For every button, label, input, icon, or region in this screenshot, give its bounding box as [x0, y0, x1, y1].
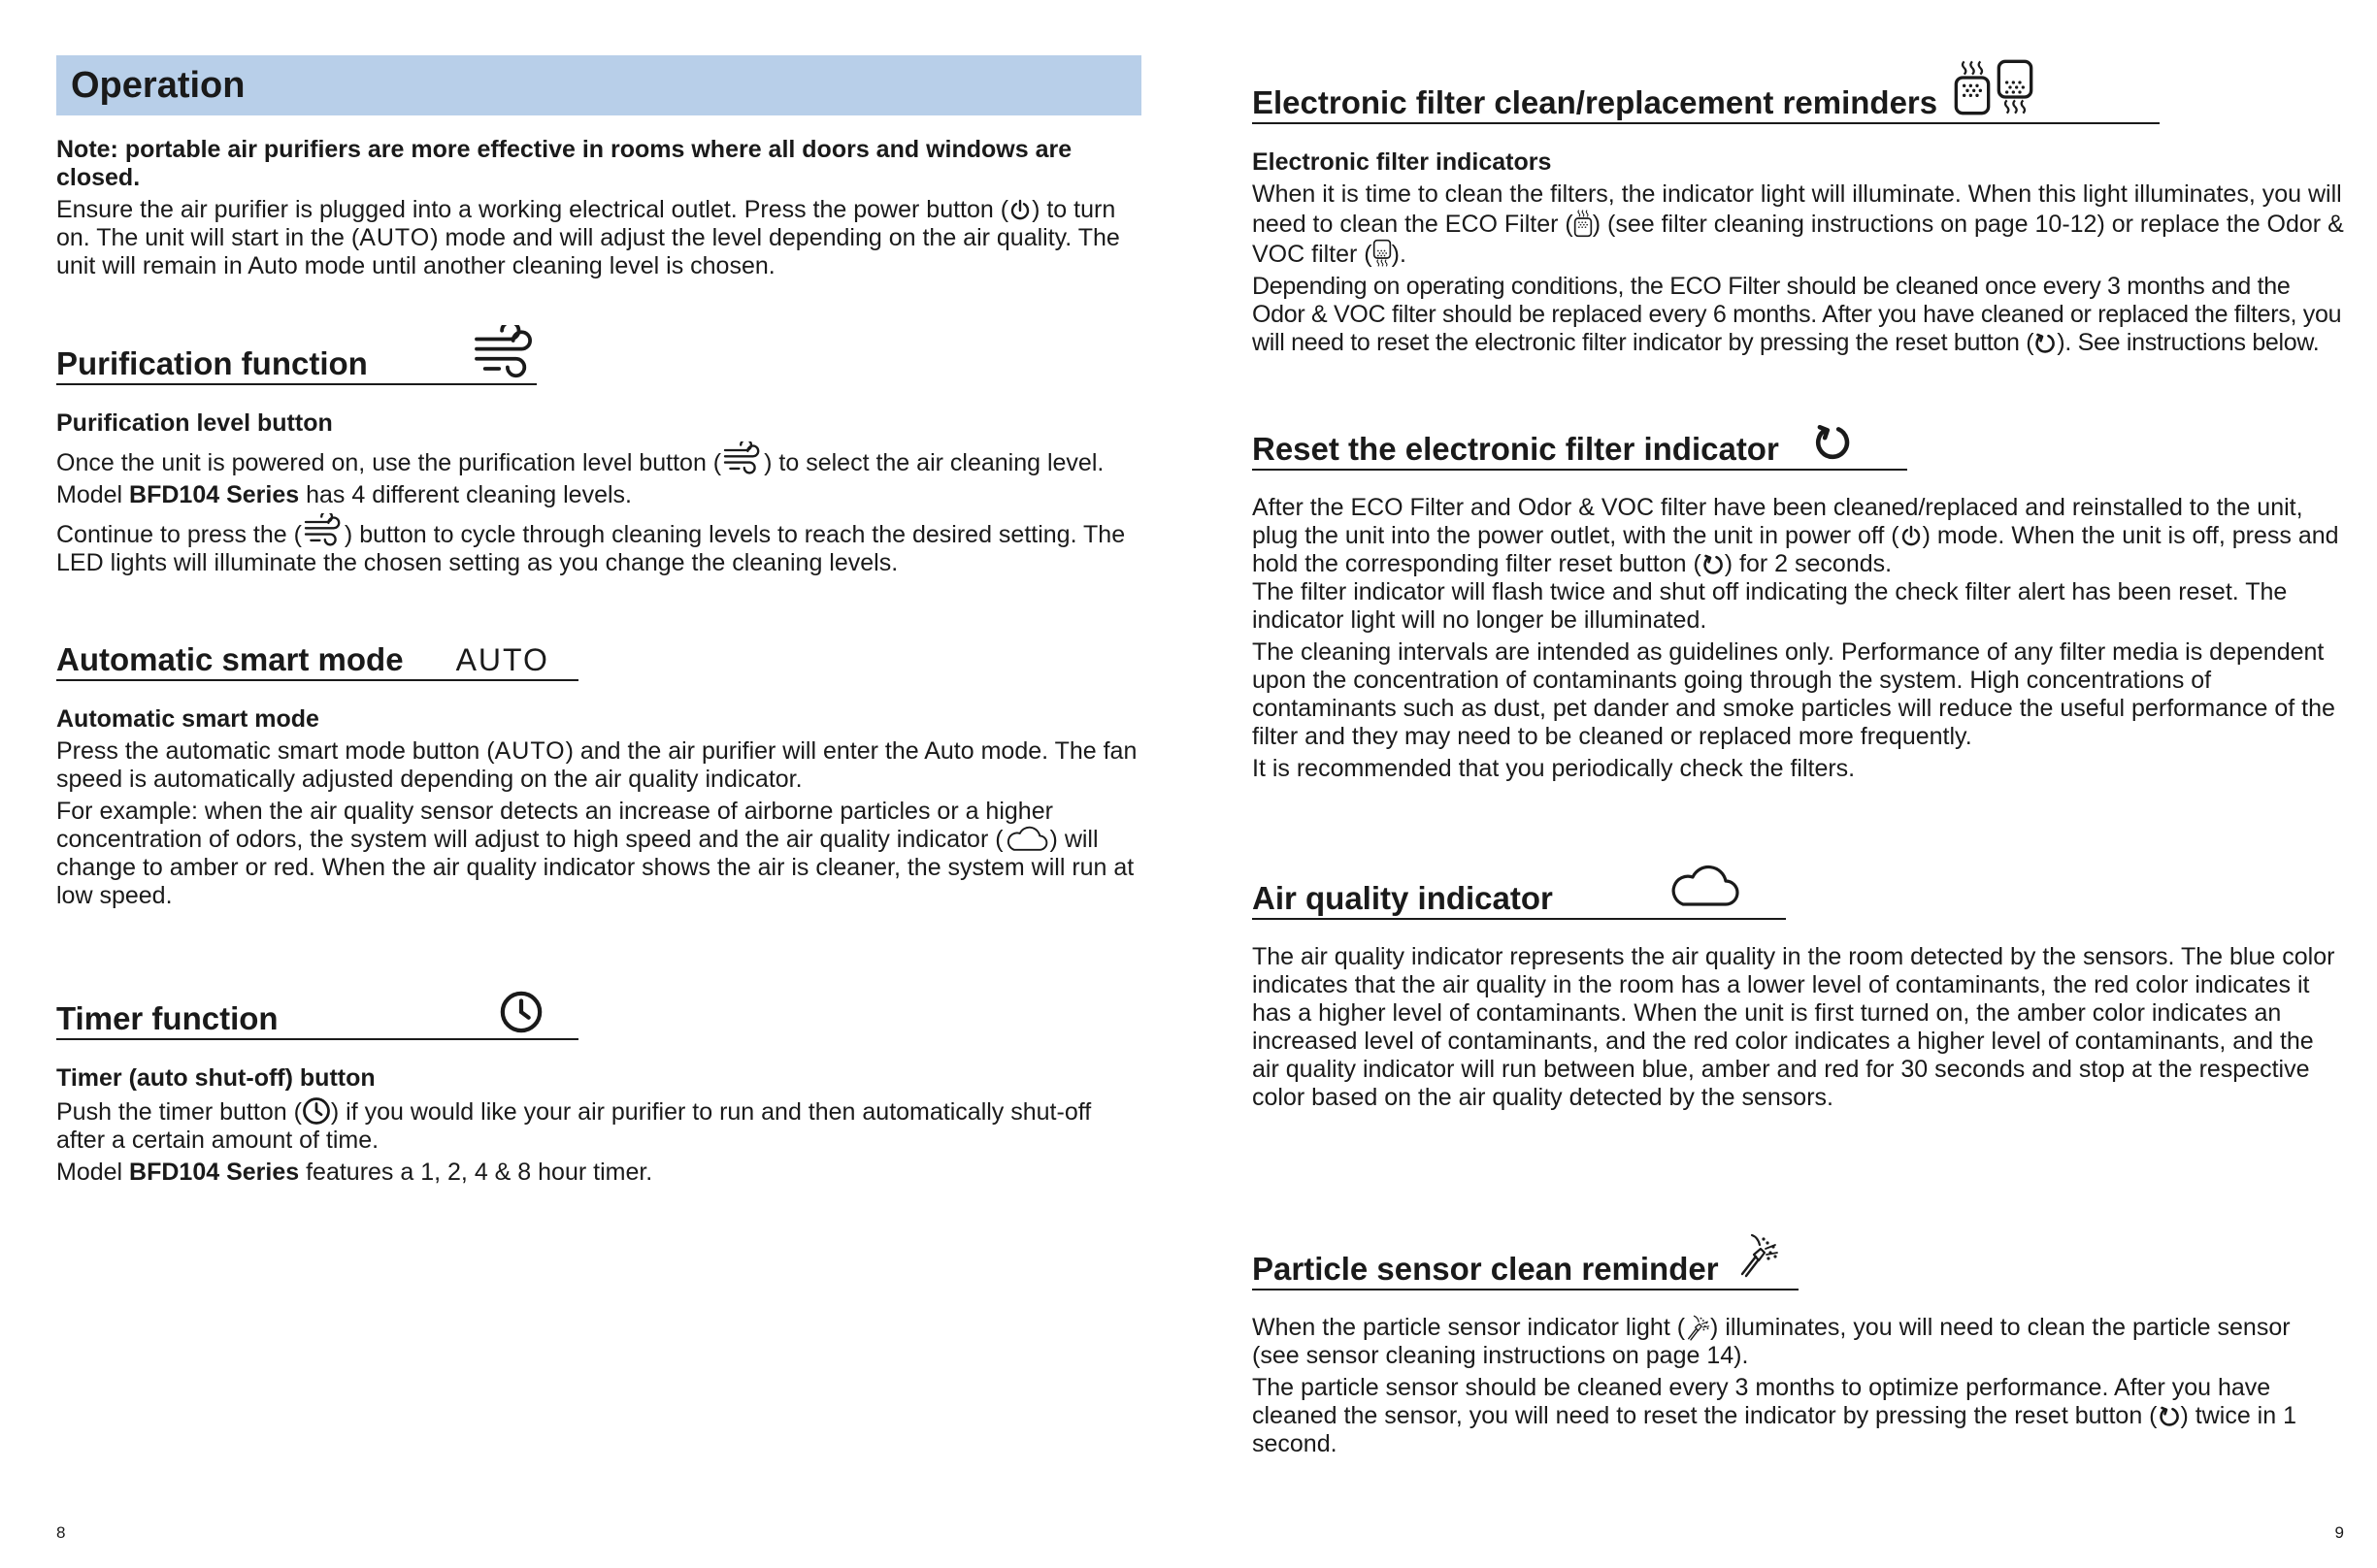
cloud-icon: [1666, 864, 1743, 910]
air-quality-heading: Air quality indicator: [1252, 880, 1553, 916]
purification-p1: [56, 441, 1141, 477]
model-name: BFD104 Series: [129, 1159, 300, 1186]
auto-mode-heading: Automatic smart mode: [56, 641, 404, 677]
wind-icon: [302, 513, 345, 548]
wind-icon: [473, 325, 537, 381]
filter-reminders-heading-row: [1252, 56, 2160, 124]
air-quality-p1: The air quality indicator represents the air quality in the room detected by the sensors. The blue color indicates that the air quality in the room has a lower level of contaminants, the red color indicates it has a higher level of contaminants. When the unit is first turned on, the amber color indicates an increased level of contaminants, and the red color indicates a higher level of contaminants, and the air quality indicator will run between blue, amber and red for 30 seconds and stop at the respective color based on the air quality detected by the sensors.: [1252, 943, 2335, 1111]
particle-p2: [1252, 1374, 2344, 1458]
clock-icon: [302, 1096, 331, 1126]
particle-sensor-icon: [1685, 1314, 1710, 1341]
auto-word: AUTO: [494, 737, 566, 765]
auto-mode-p2: [56, 798, 1141, 910]
purification-heading: Purification function: [56, 345, 368, 381]
reset-section: [1252, 422, 2344, 783]
air-quality-section: [1252, 864, 2344, 1112]
filter-reminders-p2: [1252, 273, 2344, 357]
reset-p1-b: ) mode. When the unit is off, press and hold the corresponding filter reset button (: [1252, 522, 2339, 577]
auto-mode-p1-b: ) and the air purifier will enter the Auto mode. The fan speed is automatically adjusted depending on the air quality indicator.: [56, 737, 1138, 793]
eco-filter-icon: [1953, 56, 1992, 118]
filter-reminders-p2-a: Depending on operating conditions, the ECO Filter should be cleaned once every 3 months and the Odor & VOC filter should be replaced every 6 months. After you have cleaned or replaced the filters, you will need to reset the electronic filter indicator by pressing the reset button (: [1252, 273, 2342, 356]
particle-heading-row: [1252, 1225, 1799, 1290]
reset-p4: It is recommended that you periodically check the filters.: [1252, 755, 1856, 782]
filter-reminders-heading: Electronic filter clean/replacement reminders: [1252, 84, 1938, 120]
cloud-icon: [1004, 826, 1050, 853]
particle-section: [1252, 1225, 2344, 1458]
timer-p2: [56, 1159, 1141, 1187]
purification-p1-a: Once the unit is powered on, use the purification level button (: [56, 449, 722, 476]
purification-p3-b: ) button to cycle through cleaning levels to reach the desired setting. The LED lights will illuminate the chosen setting as you change the cleaning levels.: [56, 521, 1126, 576]
reset-p2: The filter indicator will flash twice and shut off indicating the check filter alert has been reset. The indicator light will no longer be illuminated.: [1252, 578, 2288, 634]
purification-p1-b: ) to select the air cleaning level.: [764, 449, 1105, 476]
power-icon: [1899, 524, 1923, 549]
timer-heading-row: [56, 990, 578, 1040]
purification-p3: [56, 513, 1141, 577]
filter-reminders-p1-b: ) (see filter cleaning instructions on page 10-12) or replace the Odor & VOC filter (: [1252, 211, 2344, 268]
banner-title: Operation: [71, 64, 246, 106]
air-quality-heading-row: [1252, 864, 1786, 920]
reset-heading: Reset the electronic filter indicator: [1252, 431, 1779, 467]
timer-p1-b: ) if you would like your air purifier to run and then automatically shut-off after a certain amount of time.: [56, 1098, 1092, 1154]
power-icon: [1008, 198, 1032, 223]
timer-p1: [56, 1096, 1141, 1155]
page-number-right: 9: [2334, 1523, 2344, 1542]
purification-p2-b: has 4 different cleaning levels.: [299, 481, 632, 508]
particle-sensor-icon: [1736, 1225, 1779, 1285]
filter-reminders-p2-b: ). See instructions below.: [2057, 329, 2320, 356]
operation-banner: [56, 55, 1141, 115]
right-page: [1252, 0, 2344, 1568]
particle-p1-b: ) illuminates, you will need to clean the particle sensor (see sensor cleaning instructions on page 14).: [1252, 1314, 2291, 1369]
timer-p1-a: Push the timer button (: [56, 1098, 302, 1126]
left-page: [56, 0, 1143, 1568]
intro-section: [56, 136, 1141, 280]
filter-reminders-section: [1252, 56, 2344, 357]
reset-p1-a: After the ECO Filter and Odor & VOC filter have been cleaned/replaced and reinstalled to the unit, plug the unit into the power outlet, with the unit in power off (: [1252, 494, 2303, 549]
particle-p2-b: ) twice in 1 second.: [1252, 1402, 2296, 1457]
intro-text-c: ) mode and will adjust the level depending on the air quality. The unit will remain in Auto mode until another cleaning level is chosen.: [56, 224, 1120, 279]
purification-p2: [56, 481, 1141, 509]
auto-mode-p1-a: Press the automatic smart mode button (: [56, 737, 495, 765]
voc-filter-icon: [1372, 239, 1392, 268]
reset-heading-row: [1252, 422, 1907, 471]
particle-p1-a: When the particle sensor indicator light (: [1252, 1314, 1686, 1341]
particle-p2-a: The particle sensor should be cleaned every 3 months to optimize performance. After you have cleaned the sensor, you will need to reset the indicator by pressing the reset button (: [1252, 1374, 2271, 1429]
timer-p2-a: Model: [56, 1159, 130, 1186]
timer-subheading: Timer (auto shut-off) button: [56, 1064, 376, 1092]
filter-reminders-p1-c: ).: [1391, 241, 1406, 268]
particle-heading: Particle sensor clean reminder: [1252, 1251, 1719, 1287]
filter-reminders-p1-a: When it is time to clean the filters, the indicator light will illuminate. When this light illuminates, you will need to clean the ECO Filter (: [1252, 180, 2342, 238]
reset-p1: [1252, 494, 2344, 578]
timer-section: [56, 990, 1141, 1187]
page-number-left: 8: [56, 1523, 66, 1542]
wind-icon: [721, 441, 764, 476]
particle-p1: [1252, 1314, 2344, 1370]
eco-filter-icon: [1573, 209, 1593, 238]
auto-mode-p2-b: ) will change to amber or red. When the air quality indicator shows the air is cleaner, the system will run at low speed.: [56, 826, 1135, 909]
timer-heading: Timer function: [56, 1000, 279, 1036]
timer-p2-b: features a 1, 2, 4 & 8 hour timer.: [299, 1159, 653, 1186]
auto-mode-subheading: Automatic smart mode: [56, 705, 319, 733]
filter-reminders-p1: [1252, 180, 2344, 269]
intro-text-a: Ensure the air purifier is plugged into a working electrical outlet. Press the power button (: [56, 196, 1009, 223]
auto-heading-word: AUTO: [455, 642, 549, 677]
auto-word: AUTO: [359, 224, 431, 251]
auto-mode-p1: [56, 737, 1141, 794]
clock-icon: [499, 990, 544, 1034]
purification-p2-a: Model: [56, 481, 130, 508]
voc-filter-icon: [1996, 56, 2034, 118]
intro-text-b: ) to turn on. The unit will start in the (: [56, 196, 1116, 251]
filter-indicators-subheading: Electronic filter indicators: [1252, 148, 1552, 176]
auto-mode-section: [56, 640, 1141, 910]
reset-icon: [1812, 422, 1853, 463]
reset-p3: The cleaning intervals are intended as guidelines only. Performance of any filter media is dependent upon the concentration of contaminants going through the system. High concentrations of contaminants such as dust, pet dander and smoke particles will reduce the useful performance of the filter and they may need to be cleaned or replaced more frequently.: [1252, 638, 2335, 750]
reset-icon: [1701, 552, 1725, 577]
purification-heading-row: [56, 325, 537, 385]
purification-section: [56, 325, 1141, 577]
auto-mode-heading-row: [56, 640, 578, 681]
reset-icon: [2158, 1404, 2181, 1429]
reset-p1-c: ) for 2 seconds.: [1724, 550, 1893, 577]
model-name: BFD104 Series: [129, 481, 300, 508]
purification-subheading: Purification level button: [56, 409, 333, 437]
reset-icon: [2033, 331, 2057, 356]
intro-note: Note: portable air purifiers are more effective in rooms where all doors and windows are closed.: [56, 136, 1073, 191]
intro-paragraph: [56, 196, 1141, 280]
purification-p3-a: Continue to press the (: [56, 521, 302, 548]
auto-mode-p2-a: For example: when the air quality sensor detects an increase of airborne particles or a higher concentration of odors, the system will adjust to high speed and the air quality indicator (: [56, 798, 1053, 853]
